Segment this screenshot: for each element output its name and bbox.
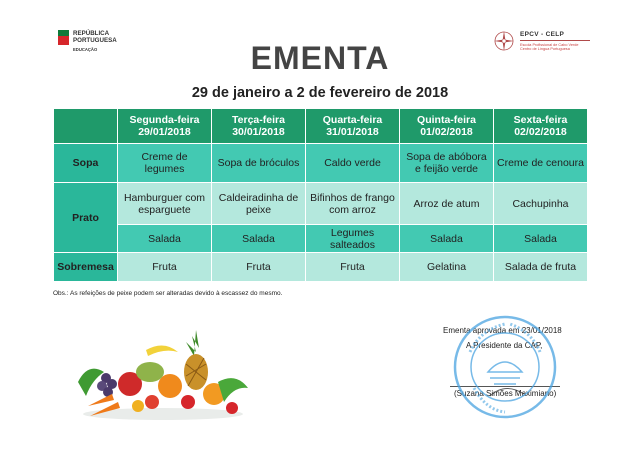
menu-cell: Cachupinha bbox=[494, 183, 588, 225]
menu-cell: Sopa de bróculos bbox=[212, 144, 306, 183]
menu-cell: Bifinhos de frango com arroz bbox=[306, 183, 400, 225]
epcv-sub1: Escola Profissional de Cabo Verde bbox=[520, 42, 579, 47]
day-name: Quarta-feira bbox=[322, 114, 383, 126]
header-corner bbox=[54, 109, 118, 144]
day-header bbox=[212, 109, 306, 144]
signatory-name: (Suzana Simões Maximiano) bbox=[454, 389, 557, 398]
day-header bbox=[400, 109, 494, 144]
table-row bbox=[54, 183, 588, 225]
menu-cell: Salada bbox=[118, 225, 212, 253]
menu-cell: Caldo verde bbox=[306, 144, 400, 183]
row-label-sobremesa: Sobremesa bbox=[54, 253, 118, 282]
menu-cell: Fruta bbox=[212, 253, 306, 282]
day-date: 02/02/2018 bbox=[514, 126, 567, 138]
day-header bbox=[118, 109, 212, 144]
menu-cell: Salada de fruta bbox=[494, 253, 588, 282]
table-header-row bbox=[54, 109, 588, 144]
observation-note: Obs.: As refeições de peixe podem ser alteradas devido à escassez do mesmo. bbox=[53, 290, 283, 297]
table-row bbox=[54, 144, 588, 183]
day-date: 29/01/2018 bbox=[138, 126, 191, 138]
day-name: Quinta-feira bbox=[417, 114, 476, 126]
menu-cell: Salada bbox=[400, 225, 494, 253]
menu-cell: Creme de cenoura bbox=[494, 144, 588, 183]
menu-cell: Salada bbox=[494, 225, 588, 253]
epcv-sub2: Centro de Língua Portuguesa bbox=[520, 47, 570, 51]
school-stamp-icon bbox=[450, 312, 560, 422]
day-name: Segunda-feira bbox=[129, 114, 200, 126]
logo-left-line3: EDUCAÇÃO bbox=[73, 47, 98, 52]
menu-cell: Caldeiradinha de peixe bbox=[212, 183, 306, 225]
day-date: 31/01/2018 bbox=[326, 126, 379, 138]
page-subtitle: 29 de janeiro a 2 de fevereiro de 2018 bbox=[191, 85, 449, 101]
day-name: Sexta-feira bbox=[513, 114, 568, 126]
row-label-sopa: Sopa bbox=[54, 144, 118, 183]
day-date: 30/01/2018 bbox=[232, 126, 285, 138]
menu-cell: Fruta bbox=[118, 253, 212, 282]
table-row bbox=[54, 225, 588, 253]
approval-date: Ementa aprovada em 23/01/2018 bbox=[443, 326, 562, 335]
day-header bbox=[306, 109, 400, 144]
page-title: EMENTA bbox=[250, 40, 390, 76]
menu-cell: Sopa de abóbora e feijão verde bbox=[400, 144, 494, 183]
menu-cell: Salada bbox=[212, 225, 306, 253]
menu-table bbox=[53, 108, 588, 282]
epcv-name: EPCV - CELP bbox=[520, 30, 565, 38]
menu-cell: Fruta bbox=[306, 253, 400, 282]
day-name: Terça-feira bbox=[232, 114, 285, 126]
approval-role: A Presidente da CAP, bbox=[466, 341, 543, 350]
menu-cell: Gelatina bbox=[400, 253, 494, 282]
menu-cell: Legumes salteados bbox=[306, 225, 400, 253]
day-date: 01/02/2018 bbox=[420, 126, 473, 138]
menu-cell: Hamburguer com esparguete bbox=[118, 183, 212, 225]
table-row bbox=[54, 253, 588, 282]
menu-cell: Arroz de atum bbox=[400, 183, 494, 225]
row-label-prato: Prato bbox=[54, 183, 118, 253]
logo-left-line2: PORTUGUESA bbox=[73, 37, 117, 44]
day-header bbox=[494, 109, 588, 144]
menu-cell: Creme de legumes bbox=[118, 144, 212, 183]
logo-left-line1: REPÚBLICA bbox=[73, 30, 110, 37]
fruit-illustration-icon bbox=[68, 322, 258, 424]
